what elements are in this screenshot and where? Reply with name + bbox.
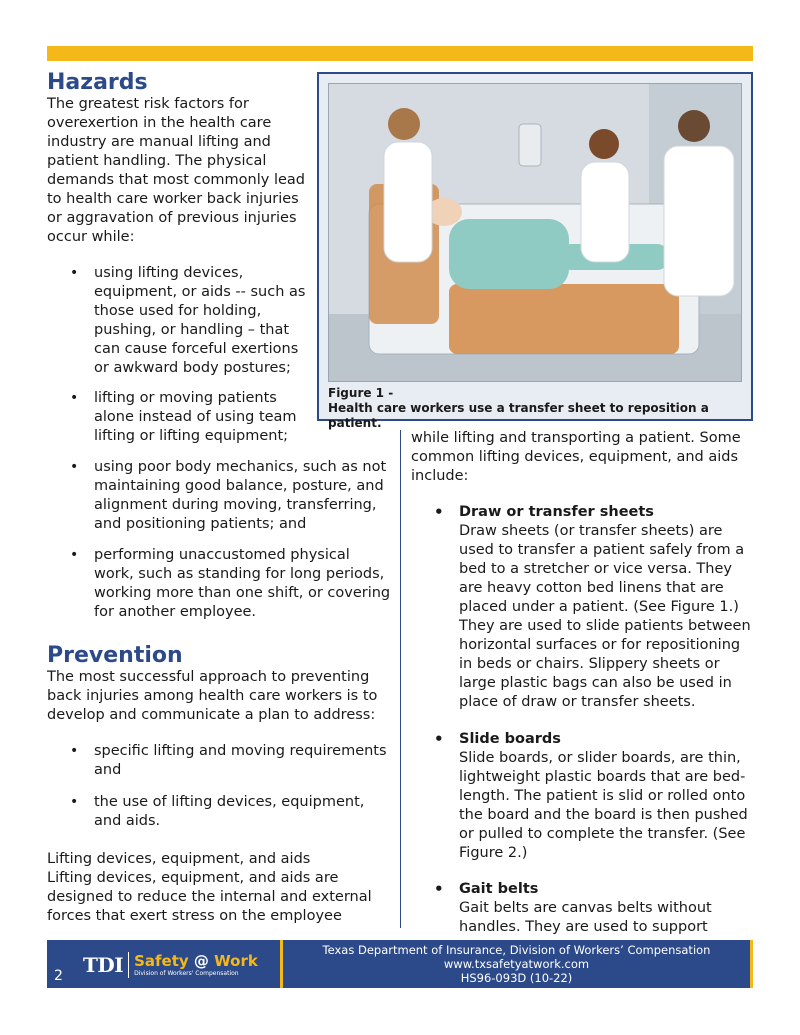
lifting-devices-text: Lifting devices, equipment, and aids are designed to reduce the internal and external forces that exert stress on the employee — [47, 870, 372, 924]
logo-safety-at-work — [134, 953, 258, 970]
device-item-draw-sheets — [411, 503, 756, 712]
bullet-text: specific lifting and moving requirements and — [94, 743, 387, 778]
prevention-intro: The most successful approach to preventing back injuries among health care workers is to develop and communicate a plan to address: — [47, 669, 378, 723]
footer-url: www.txsafetyatwork.com — [443, 957, 590, 971]
logo-at: @ — [193, 951, 209, 970]
hazards-bullet-4 — [47, 546, 392, 622]
figure-label: Figure 1 - — [328, 386, 394, 400]
figure-1 — [317, 72, 753, 430]
bullet-dot-icon: • — [70, 547, 79, 563]
hazards-bullet-3 — [47, 458, 392, 534]
footer-edge — [750, 940, 753, 988]
bullet-text: lifting or moving patients alone instead of using team lifting or lifting equipment; — [94, 390, 297, 444]
device-item-title: Slide boards — [459, 731, 561, 747]
prevention-bullet-2 — [47, 793, 392, 831]
hazards-bullet-1 — [47, 264, 307, 378]
patient-transfer-photo — [328, 83, 742, 382]
device-item-body: Slide boards, or slider boards, are thin, lightweight plastic boards that are bed-length. The patient is slid or rolled onto the board and the board is then pushed or pulled to complete the transfer. (See Figure 2.) — [459, 750, 748, 861]
device-item-gait-belts — [411, 880, 756, 937]
device-item-title: Gait belts — [459, 881, 539, 897]
column-divider — [400, 430, 401, 928]
device-item-title: Draw or transfer sheets — [459, 504, 654, 520]
bullet-dot-icon: • — [70, 794, 79, 810]
logo-right — [134, 953, 258, 978]
device-item-body: Draw sheets (or transfer sheets) are used to transfer a patient safely from a bed to a stretcher or vice versa. They are heavy cotton bed linens that are placed under a patient. (See Figure 1.) They are used to slide patients between horizontal surfaces or for repositioning in beds or chairs. Slippery sheets or large plastic bags can also be used in place of draw or transfer sheets. — [459, 523, 751, 710]
footer-org: Texas Department of Insurance, Division of Workers’ Compensation — [322, 943, 711, 957]
hazards-heading: Hazards — [47, 70, 148, 95]
bullet-text: performing unaccustomed physical work, such as standing for long periods, working more than one shift, or covering for another employee. — [94, 547, 391, 620]
top-accent-bar — [47, 46, 753, 61]
lifting-devices-heading: Lifting devices, equipment, and aids — [47, 851, 311, 867]
logo-safety: Safety — [134, 951, 189, 970]
bullet-dot-icon: • — [70, 265, 79, 281]
figure-caption: Health care workers use a transfer sheet to reposition a patient. — [328, 401, 709, 430]
device-item-body: Gait belts are canvas belts without handles. They are used to support — [459, 900, 712, 935]
footer-doc-id: HS96-093D (10-22) — [460, 971, 573, 985]
hazards-bullet-2 — [47, 389, 307, 446]
bullet-dot-icon: • — [70, 743, 79, 759]
bullet-dot-icon: • — [434, 730, 444, 748]
lifting-devices-section — [47, 850, 392, 926]
page-footer — [47, 940, 753, 988]
bullet-text: using poor body mechanics, such as not maintaining good balance, posture, and alignment during moving, transferring, and positioning patients; and — [94, 459, 387, 532]
logo-tdi-text: TDI — [83, 953, 124, 977]
prevention-bullet-1 — [47, 742, 392, 780]
logo-divider — [128, 952, 129, 978]
bullet-dot-icon: • — [434, 880, 444, 898]
bullet-dot-icon: • — [70, 390, 79, 406]
device-item-slide-boards — [411, 730, 756, 863]
tdi-safety-at-work-logo — [83, 950, 258, 980]
bullet-text: the use of lifting devices, equipment, and aids. — [94, 794, 365, 829]
hazards-intro: The greatest risk factors for overexertion in the health care industry are manual lifting and patient handling. The physical demands that most commonly lead to health care worker back injuries or aggravation of previous injuries occur while: — [47, 96, 306, 245]
logo-subtitle: Division of Workers' Compensation — [134, 969, 239, 977]
logo-work: Work — [214, 951, 258, 970]
right-column-intro: while lifting and transporting a patient. Some common lifting devices, equipment, and aids include: — [411, 430, 741, 484]
prevention-heading: Prevention — [47, 643, 183, 668]
footer-text — [283, 943, 750, 985]
bullet-dot-icon: • — [434, 503, 444, 521]
page-number: 2 — [54, 968, 63, 984]
bullet-text: using lifting devices, equipment, or aids -- such as those used for holding, pushing, or handling – that can cause forceful exertions or awkward body postures; — [94, 265, 306, 376]
bullet-dot-icon: • — [70, 459, 79, 475]
photo-illustration — [329, 84, 742, 382]
